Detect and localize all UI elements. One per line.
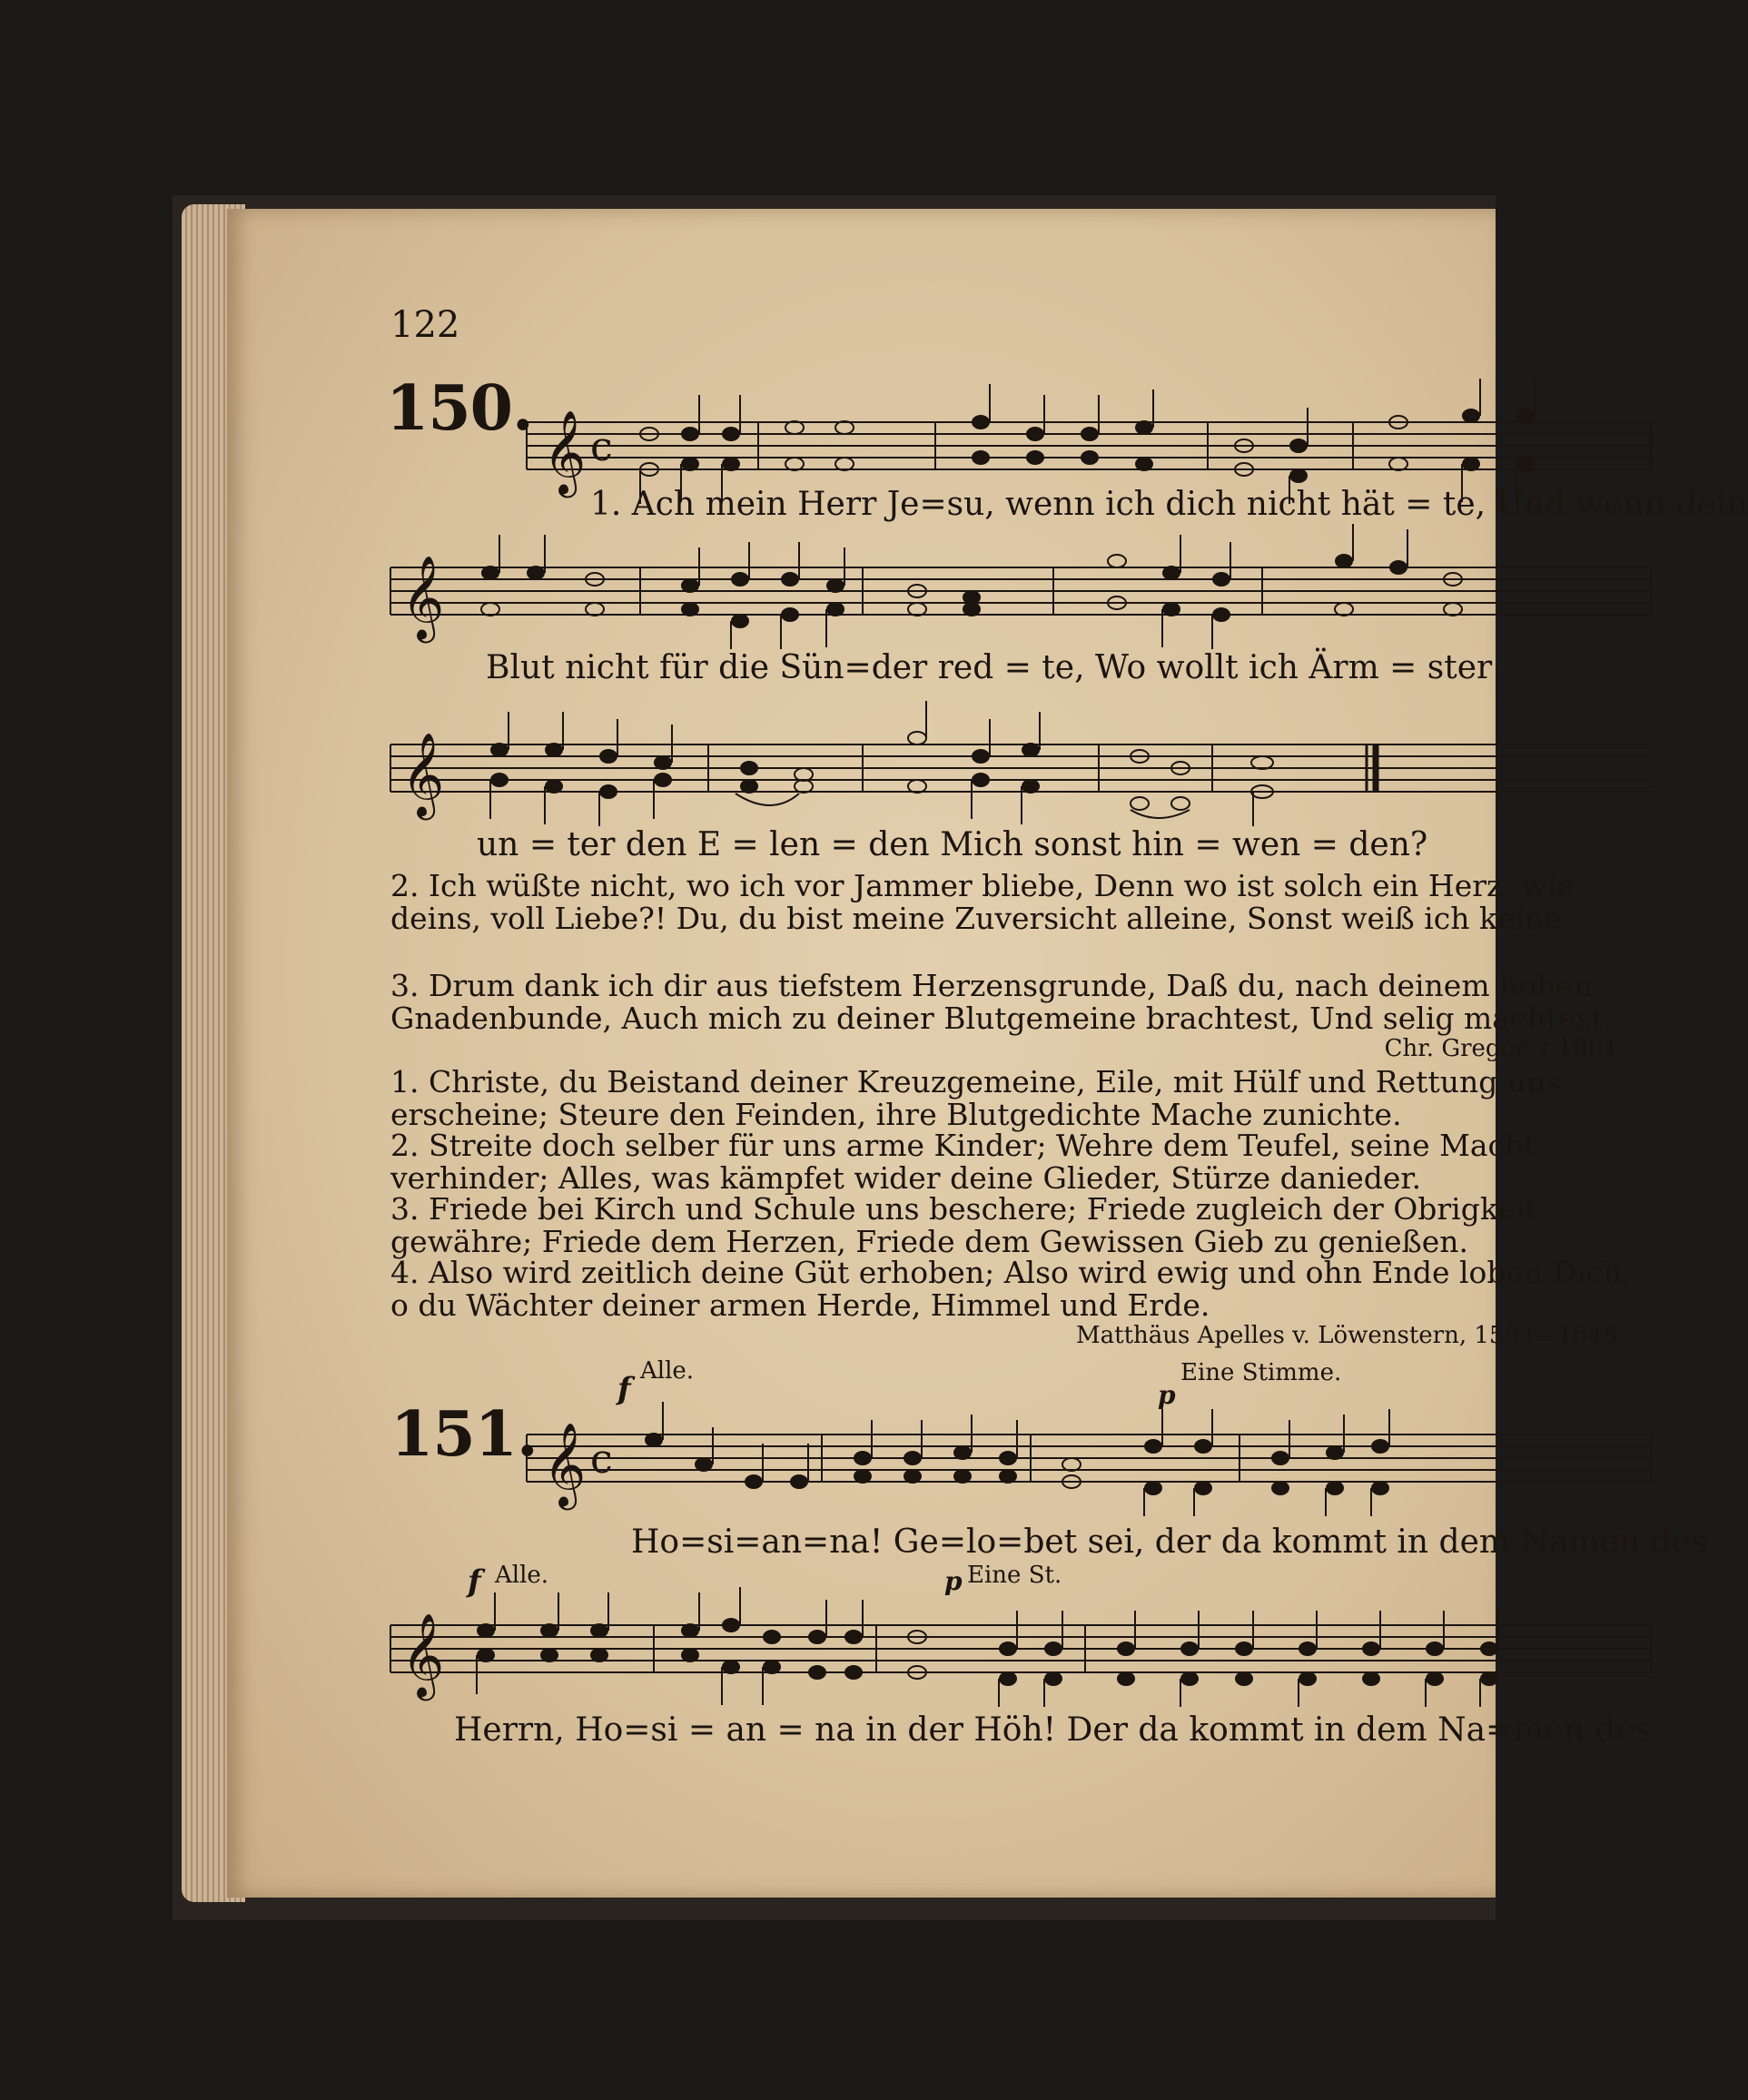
dynamic-forte-1: f: [617, 1371, 631, 1407]
verse-150-2: 2. Ich wüßte nicht, wo ich vor Jammer bliebe, Denn wo ist solch ein Herz, wie deins, voll Liebe?! Du, du bist meine Zuversicht alleine, Sonst weiß ich keine.: [390, 868, 1575, 936]
lyric-150-line-3: un = ter den E = len = den Mich sonst hin = wen = den?: [477, 826, 1428, 863]
dynamic-forte-2: f: [468, 1563, 481, 1600]
lyric-151-line-2: Herrn, Ho=si = an = na in der Höh! Der da kommt in dem Na=men des: [454, 1711, 1653, 1749]
label-eine-st: Eine St.: [967, 1562, 1062, 1589]
label-eine-stimme: Eine Stimme.: [1180, 1359, 1342, 1386]
svg-text:𝄞: 𝄞: [543, 1422, 587, 1506]
label-alle-1: Alle.: [640, 1357, 695, 1385]
dynamic-piano-1: p: [1158, 1380, 1176, 1410]
hymnal-page: [227, 209, 1748, 1898]
page-number: 122: [390, 304, 460, 346]
attribution-150: Chr. Gregor, † 1801.: [1384, 1035, 1625, 1062]
music-staff-151-1: [527, 1389, 1653, 1516]
dynamic-piano-2: p: [944, 1566, 963, 1596]
hymn-number-151: 151.: [390, 1398, 538, 1471]
verse-inter-1: 1. Christe, du Beistand deiner Kreuzgemeine, Eile, mit Hülf und Rettung uns erscheine; Steure den Feinden, ihre Blutgedichte Mache zunichte.: [390, 1064, 1562, 1132]
svg-text:c: c: [590, 424, 613, 470]
lyric-150-line-2: Blut nicht für die Sün=der red = te, Wo wollt ich Ärm = ster: [486, 649, 1493, 686]
music-staff-150-2: [390, 522, 1653, 649]
svg-text:𝄞: 𝄞: [401, 732, 445, 816]
lyric-151-line-1: Ho=si=an=na! Ge=lo=bet sei, der da kommt in dem Namen des: [631, 1523, 1708, 1561]
lyric-150-line-1: 1. Ach mein Herr Je=su, wenn ich dich nicht hät = te, Und wenn dein: [590, 486, 1748, 523]
svg-text:𝄞: 𝄞: [543, 409, 587, 494]
svg-text:𝄞: 𝄞: [401, 1612, 445, 1697]
label-alle-2: Alle.: [495, 1562, 549, 1589]
verse-inter-2: 2. Streite doch selber für uns arme Kinder; Wehre dem Teufel, seine Macht verhinder; Alles, was kämpfet wider deine Glieder, Stürze danieder.: [390, 1128, 1536, 1196]
svg-text:𝄞: 𝄞: [401, 555, 445, 639]
verse-150-3: 3. Drum dank ich dir aus tiefstem Herzensgrunde, Daß du, nach deinem hohen Gnadenbunde, Auch mich zu deiner Blutgemeine brachtest, Und selig machtest.: [390, 968, 1614, 1036]
music-staff-151-2: [390, 1580, 1653, 1707]
verse-inter-4: 4. Also wird zeitlich deine Güt erhoben; Also wird ewig und ohn Ende loben Dich, o du Wächter deiner armen Herde, Himmel und Erde.: [390, 1255, 1633, 1323]
svg-text:c: c: [590, 1436, 613, 1483]
hymn-number-150: 150.: [386, 372, 533, 445]
attribution-inter: Matthäus Apelles v. Löwenstern, 1594—1648.: [1076, 1322, 1625, 1349]
music-staff-150-3: [390, 699, 1653, 826]
music-staff-150-1: [527, 377, 1653, 504]
verse-inter-3: 3. Friede bei Kirch und Schule uns beschere; Friede zugleich der Obrigkeit gewähre; Friede dem Herzen, Friede dem Gewissen Gieb zu genießen.: [390, 1191, 1538, 1259]
